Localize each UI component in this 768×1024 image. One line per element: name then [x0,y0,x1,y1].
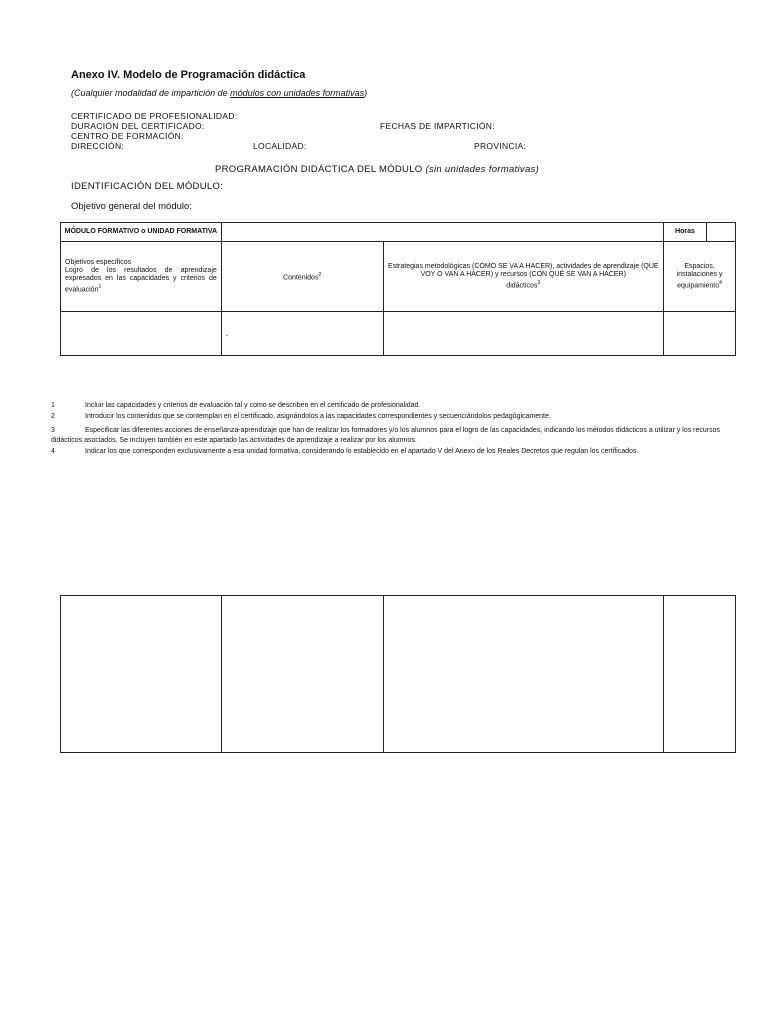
section-heading: PROGRAMACIÓN DIDÁCTICA DEL MÓDULO (sin unidades formativas) [215,164,540,175]
hours-label-cell: Horas [664,223,707,242]
continuation-table [60,595,736,753]
footnote-2: 2 Introducir los contenidos que se contemplan en el certificado, asignándolos a las capacidades correspondientes y secuenciándolos pedagógicamente. [51,413,551,420]
header-contents: Contenidos$^2$ [221,242,383,312]
entry-contents-cell[interactable]: . [221,312,383,356]
footnote-4: 4 Indicar los que corresponden exclusivamente a esa unidad formativa, considerando lo establecido en el apartado V del Anexo de los Reales Decretos que regulan los certificados. [51,448,639,455]
header-objectives: Objetivos específicos Logro de los resultados de aprendizaje expresados en las capacidades y criterios de evaluación$^1$ [61,242,222,312]
hours-value-cell[interactable] [707,223,736,242]
continuation-objectives-cell[interactable] [61,596,222,753]
continuation-contents-cell[interactable] [221,596,383,753]
field-centro: CENTRO DE FORMACIÓN: [71,131,184,141]
programming-table [60,222,736,356]
continuation-spaces-cell[interactable] [664,596,736,753]
field-certificado: CERTIFICADO DE PROFESIONALIDAD: [71,111,238,121]
module-name-cell[interactable] [221,223,663,242]
document-title: Anexo IV. Modelo de Programación didáctica [71,69,306,81]
header-strategies: Estrategias metodológicas (CÓMO SE VA A HACER), actividades de aprendizaje (QUE VOY O VAN A HACER) y recursos (CON QUÉ SE VAN A HACER) didácticos$^3$ [383,242,664,312]
field-localidad: LOCALIDAD: [253,141,307,151]
field-provincia: PROVINCIA: [474,141,527,151]
field-fechas: FECHAS DE IMPARTICIÓN: [380,121,495,131]
footnote-1: 1 Incluir las capacidades y criterios de evaluación tal y como se describen en el certificado de profesionalidad. [51,402,421,409]
module-identification-label: IDENTIFICACIÓN DEL MÓDULO: [71,181,224,192]
header-spaces: Espacios, instalaciones y equipamiento$^4$ [664,242,736,312]
continuation-strategies-cell[interactable] [383,596,664,753]
document-subtitle: (Cualquier modalidad de impartición de módulos con unidades formativas) [71,88,368,98]
entry-spaces-cell[interactable] [664,312,736,356]
entry-strategies-cell[interactable] [383,312,664,356]
footnote-3: 3 Especificar las diferentes acciones de enseñanza-aprendizaje que han de realizar los formadores y/o los alumnos para el logro de las capacidades, indicando los métodos didácticos a utilizar y los recursos didácticos asociados. Se incluyen también en este apartado las actividades de aprendizaje a realizar por los alumnos. [51,427,721,444]
module-label-cell: MÓDULO FORMATIVO o UNIDAD FORMATIVA [61,223,222,242]
general-objective-label: Objetivo general del módulo: [71,201,192,212]
field-duracion: DURACIÓN DEL CERTIFICADO: [71,121,205,131]
field-direccion: DIRECCIÓN: [71,141,125,151]
entry-objectives-cell[interactable] [61,312,222,356]
